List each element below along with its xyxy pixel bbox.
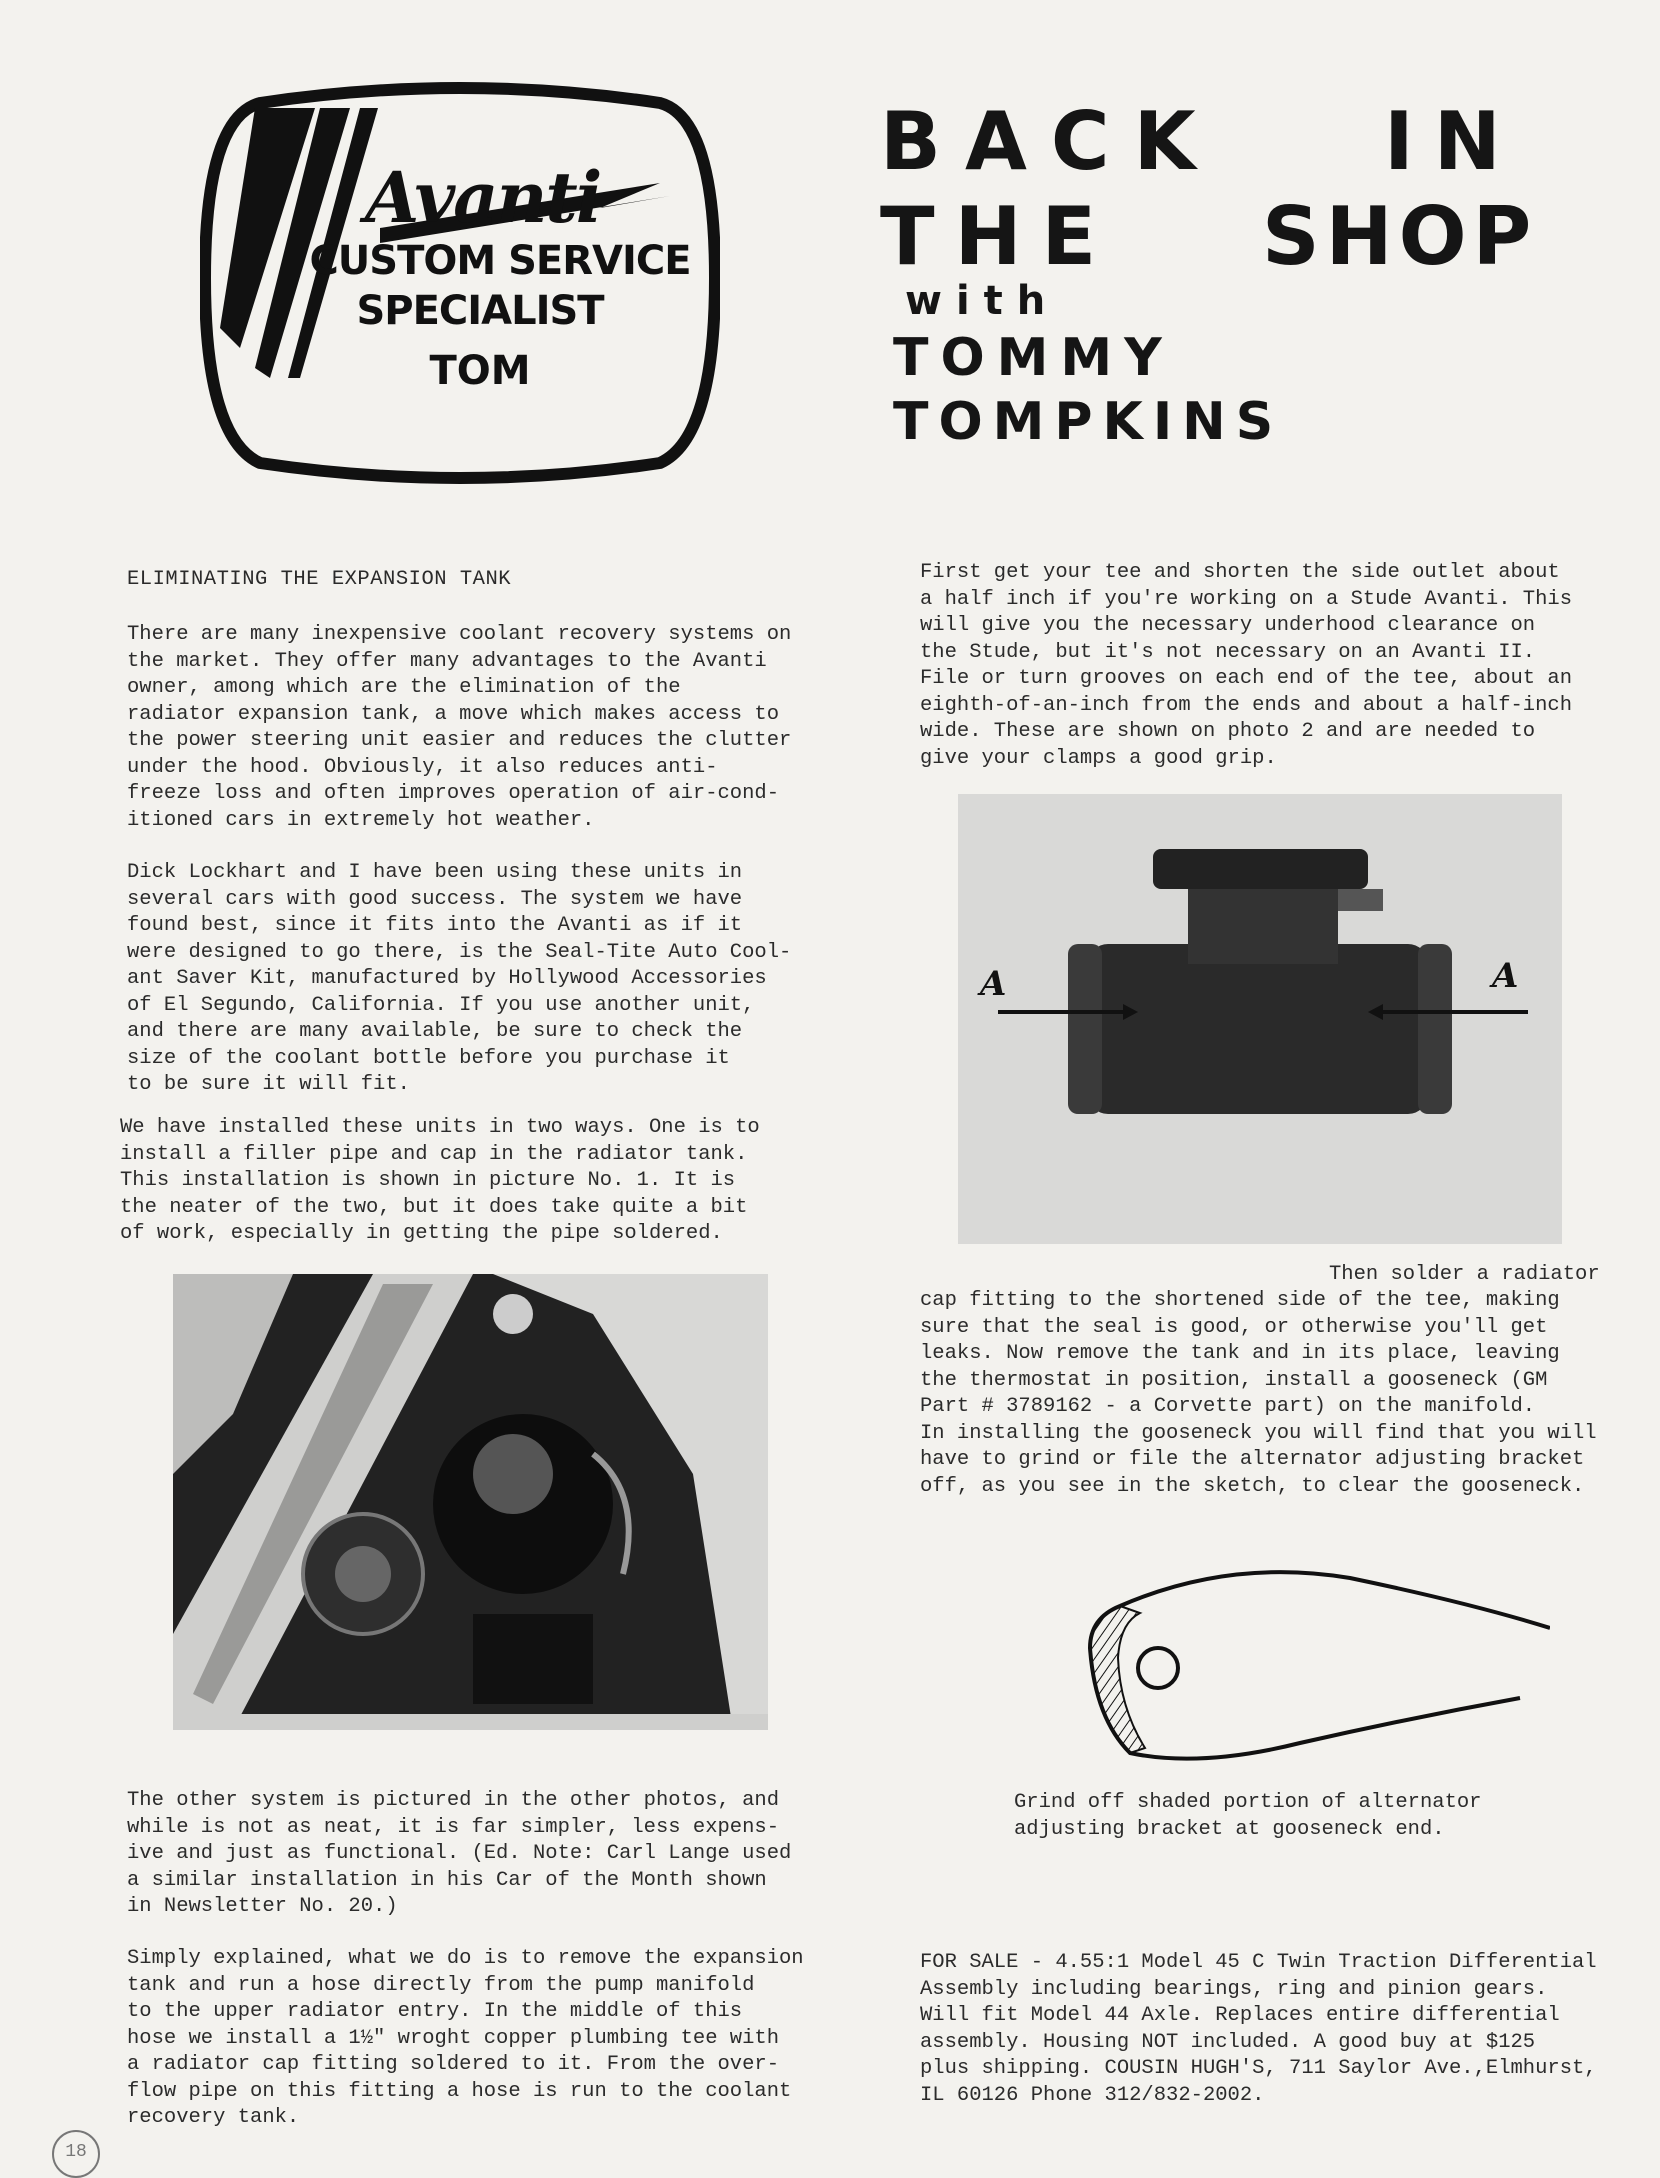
right-paragraph-2: cap fitting to the shortened side of the tee, making sure that the seal is good, or otherwise you'll get leaks. Now remove the tank and in its place, leaving the thermostat in position, install a gooseneck (GM Part # 3789162 - a Corvette part) on the manifold. In installing the gooseneck you will find that you will have to grind or file the alternator adjusting bracket off, as you see in the sketch, to clear the gooseneck. [920, 1289, 1597, 1498]
photo-label-a-right: A [1492, 956, 1519, 996]
bracket-sketch [1050, 1568, 1550, 1768]
copper-tee-photo [958, 794, 1562, 1244]
avanti-logo [200, 78, 720, 488]
title-with: with [905, 278, 1060, 324]
logo-line-specialist: SPECIALIST [356, 288, 604, 334]
title-shop: SHOP [1262, 190, 1538, 283]
sketch-caption: Grind off shaded portion of alternator adjusting bracket at gooseneck end. [1014, 1791, 1482, 1841]
title-author-last: TOMPKINS [893, 392, 1284, 452]
photo-label-a-left: A [980, 964, 1007, 1004]
left-paragraph-3: We have installed these units in two ways. One is to install a filler pipe and cap in the radiator tank. This installation is shown in picture No. 1. It is the neater of the two, but it does take quite a bit of work, especially in getting the pipe soldered. [120, 1116, 760, 1245]
left-paragraph-4: The other system is pictured in the other photos, and while is not as neat, it is far simpler, less expens- ive and just as functional. (Ed. Note: Carl Lange used a similar installation in his Car of the Month shown in Newsletter No. 20.) [127, 1789, 792, 1918]
logo-line-tom: TOM [429, 348, 531, 394]
logo-line-custom-service: CUSTOM SERVICE [309, 238, 691, 284]
engine-bay-photo [173, 1274, 768, 1730]
page-number: 18 [52, 2130, 100, 2178]
title-the: THE [880, 190, 1117, 283]
logo-brand-name: Avanti [365, 156, 601, 239]
left-paragraph-2: Dick Lockhart and I have been using these units in several cars with good success. The system we have found best, since it fits into the Avanti as if it were designed to go there, is the Seal-Tite Auto Cool- ant Saver Kit, manufactured by Hollywood Accessories of El Segundo, California. If you use another unit, and there are many available, be sure to check the size of the coolant bottle before you purchase it to be sure it will fit. [127, 861, 792, 1096]
for-sale-ad: FOR SALE - 4.55:1 Model 45 C Twin Traction Differential Assembly including bearings, ring and pinion gears. Will fit Model 44 Axle. Replaces entire differential assembly. Housing NOT included. A good buy at $125 plus shipping. COUSIN HUGH'S, 711 Saylor Ave.,Elmhurst, IL 60126 Phone 312/832-2002. [920, 1951, 1597, 2107]
article-heading: ELIMINATING THE EXPANSION TANK [127, 568, 512, 591]
right-paragraph-1: First get your tee and shorten the side outlet about a half inch if you're working on a Stude Avanti. This will give you the necessary underhood clearance on the Stude, but it's not necessary on an Avanti II. File or turn grooves on each end of the tee, about an eighth-of-an-inch from the ends and about a half-inch wide. These are shown on photo 2 and are needed to give your clamps a good grip. [920, 561, 1573, 770]
left-paragraph-5: Simply explained, what we do is to remove the expansion tank and run a hose directly from the pump manifold to the upper radiator entry. In the middle of this hose we install a 1½" wroght copper plumbing tee with a radiator cap fitting soldered to it. From the over- flow pipe on this fitting a hose is run to the coolant recovery tank. [127, 1947, 804, 2129]
title-back: BACK [880, 95, 1220, 188]
right-paragraph-2-lead: Then solder a radiator [1329, 1263, 1600, 1286]
left-paragraph-1: There are many inexpensive coolant recovery systems on the market. They offer many advantages to the Avanti owner, among which are the elimination of the radiator expansion tank, a move which makes access to the power steering unit easier and reduces the clutter under the hood. Obviously, it also reduces anti- freeze loss and often improves operation of air-cond- itioned cars in extremely hot weather. [127, 623, 792, 832]
title-author-first: TOMMY [893, 328, 1174, 388]
title-in: IN [1384, 95, 1521, 188]
